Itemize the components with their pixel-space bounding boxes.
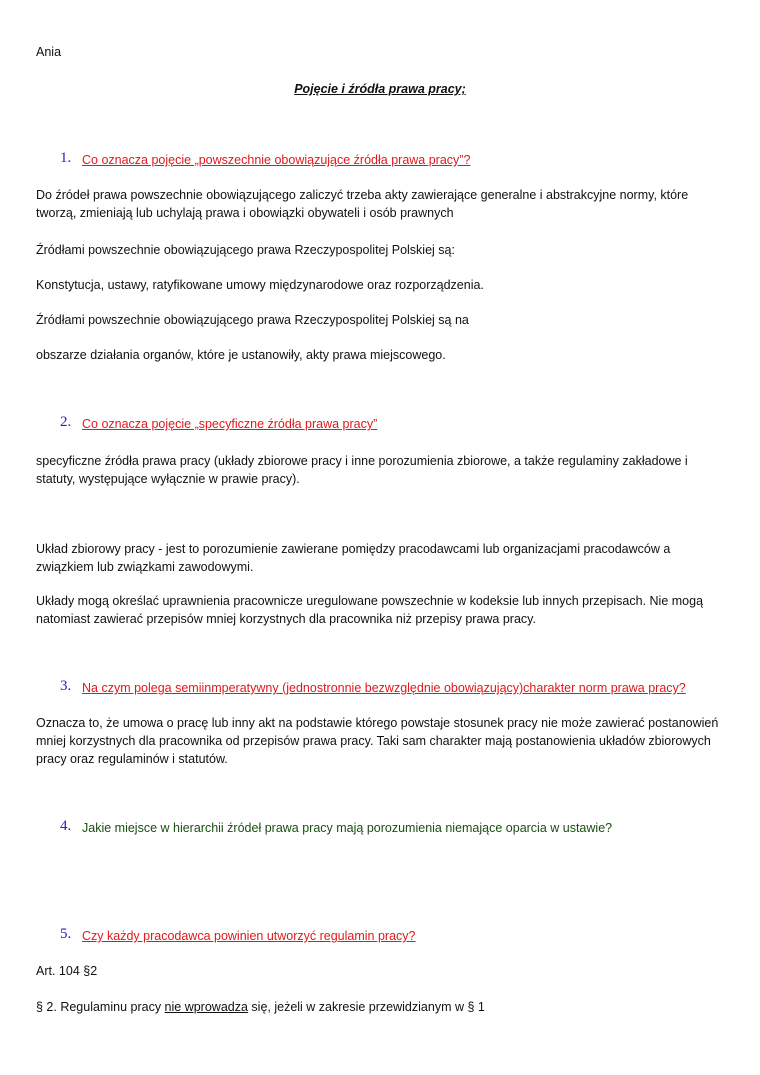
question-3-text: Na czym polega semiinmperatywny (jednostronnie bezwzględnie obowiązujący)charakter norm prawa pracy?	[82, 681, 686, 695]
question-1-text: Co oznacza pojęcie „powszechnie obowiązujące źródła prawa pracy”?	[82, 153, 471, 167]
q1-paragraph-2: Źródłami powszechnie obowiązującego prawa Rzeczypospolitej Polskiej są:	[36, 243, 455, 257]
question-2-number: 2.	[60, 414, 72, 430]
q5-paragraph-1: Art. 104 §2	[36, 964, 98, 978]
q1-paragraph-5: obszarze działania organów, które je ustanowiły, akty prawa miejscowego.	[36, 348, 446, 362]
question-1-number: 1.	[60, 150, 72, 166]
q2-paragraph-1: specyficzne źródła prawa pracy (układy zbiorowe pracy i inne porozumienia zbiorowe, a także regulaminy zakładowe i statuty, występujące wyłącznie w prawie pracy).	[36, 454, 688, 486]
q5-paragraph-2	[36, 998, 726, 1016]
question-3-number: 3.	[60, 678, 72, 694]
q1-paragraph-1: Do źródeł prawa powszechnie obowiązującego zaliczyć trzeba akty zawierające generalne i abstrakcyjne normy, które tworzą, zmieniają lub uchylają prawa i obowiązki obywateli i osób prawnych	[36, 188, 689, 220]
q5-paragraph-2-end: się, jeżeli w zakresie przewidzianym w § 1	[247, 1000, 485, 1014]
q3-paragraph-1: Oznacza to, że umowa o pracę lub inny akt na podstawie którego powstaje stosunek pracy nie może zawierać postanowień mniej korzystnych dla pracownika od przepisów prawa pracy. Taki sam charakter mają postanowienia układów zbiorowych pracy oraz regulaminów i statutów.	[36, 716, 719, 766]
q1-paragraph-3: Konstytucja, ustawy, ratyfikowane umowy międzynarodowe oraz rozporządzenia.	[36, 278, 484, 292]
q1-paragraph-4: Źródłami powszechnie obowiązującego prawa Rzeczypospolitej Polskiej są na	[36, 313, 469, 327]
q5-underlined-phrase: nie wprowadza	[164, 1000, 248, 1014]
question-4-text: Jakie miejsce w hierarchii źródeł prawa pracy mają porozumienia niemające oparcia w ustawie?	[82, 821, 613, 835]
q2-paragraph-3: Układy mogą określać uprawnienia pracownicze uregulowane powszechnie w kodeksie lub innych przepisach. Nie mogą natomiast zawierać przepisów mniej korzystnych dla pracownika niż przepisy prawa pracy.	[36, 594, 704, 626]
question-5-number: 5.	[60, 926, 72, 942]
question-4-number: 4.	[60, 818, 72, 834]
question-2-text: Co oznacza pojęcie „specyficzne źródła prawa pracy”	[82, 417, 378, 431]
author-name: Ania	[36, 45, 62, 59]
q2-paragraph-2: Układ zbiorowy pracy - jest to porozumienie zawierane pomiędzy pracodawcami lub organizacjami pracodawców a związkiem lub związkami zawodowymi.	[36, 542, 671, 574]
q5-paragraph-2-start: § 2. Regulaminu pracy	[36, 1000, 165, 1014]
document-title: Pojęcie i źródła prawa pracy;	[294, 82, 466, 96]
question-5-text: Czy każdy pracodawca powinien utworzyć regulamin pracy?	[82, 929, 416, 943]
